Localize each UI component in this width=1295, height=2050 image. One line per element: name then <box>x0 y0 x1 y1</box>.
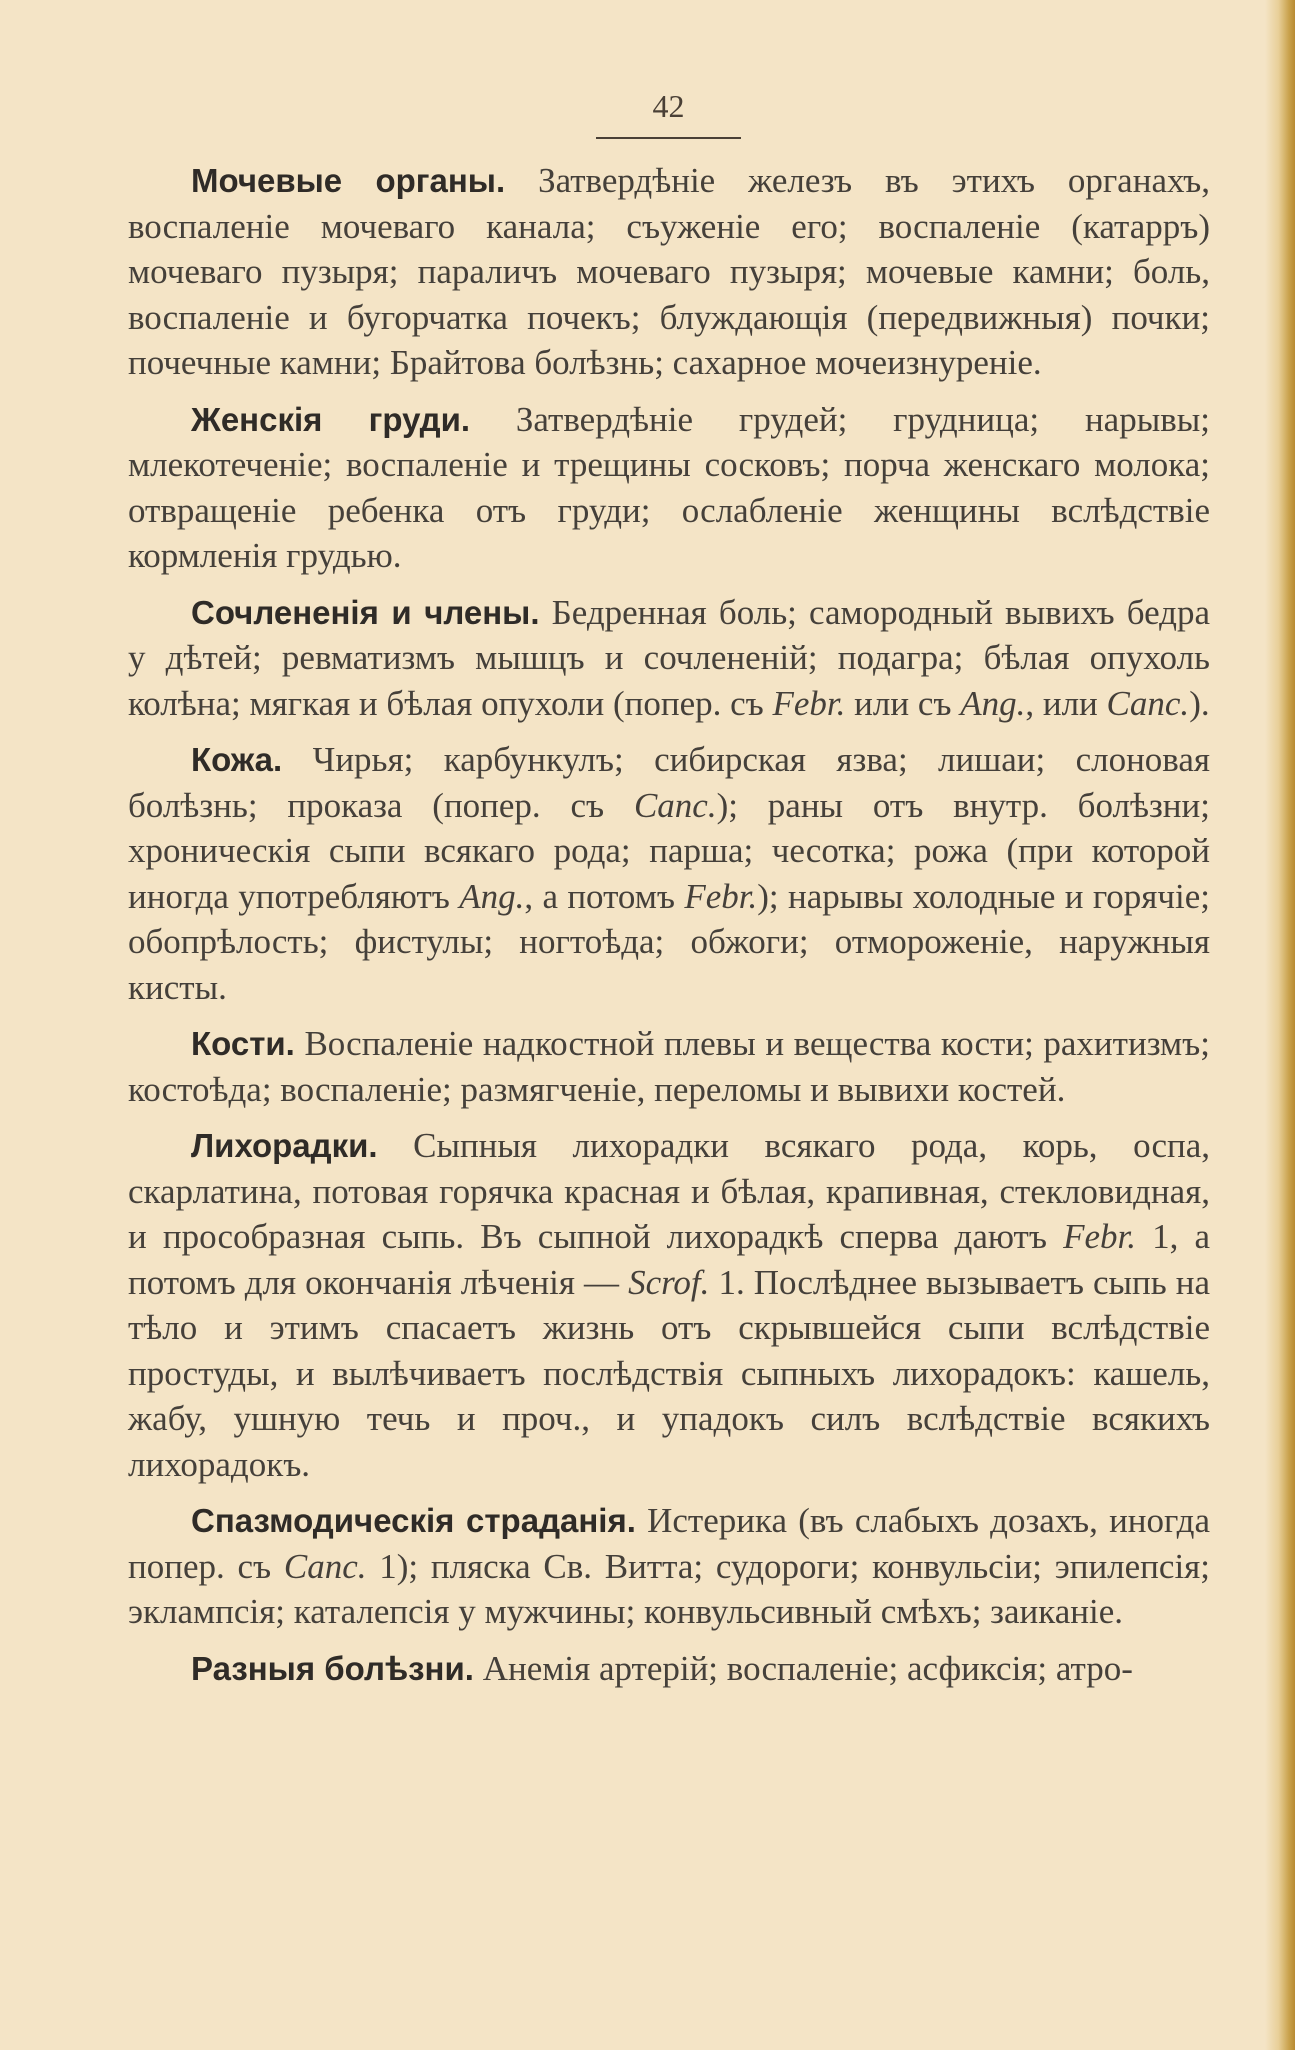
entry-text: 1. Послѣднее вызываетъ сыпь на тѣло и этимъ спасаетъ жизнь отъ скрывшейся сыпи вслѣдствіе простуды, и вылѣчиваетъ послѣдствія сыпныхъ лихорадокъ: кашель, жабу, ушную течь и проч., и упадокъ силъ вслѣдствіе всякихъ лихорадокъ. <box>128 1262 1211 1484</box>
entry-heading: Лихорадки. <box>191 1127 378 1164</box>
entry-text: Сыпныя лихорадки всякаго рода, корь, оспа, скарлатина, потовая горячка красная и бѣлая, крапивная, стекловидная, и прособразная сыпь. Въ сыпной лихорадкѣ сперва даютъ <box>128 1126 1210 1256</box>
entry-fevers <box>128 1123 1210 1487</box>
entry-text: Затвердѣніе железъ въ этихъ органахъ, воспаленіе мочеваго канала; съуженіе его; воспаленіе (катарръ) мочеваго пузыря; параличъ мочеваго пузыря; мочевые камни; боль, воспаленіе и бугорчатка почекъ; блуждающія (передвижныя) почки; почечные камни; Брайтова болѣзнь; сахарное мочеизнуреніе. <box>128 161 1211 382</box>
remedy-ref: Ang. <box>960 683 1026 723</box>
page-number: 42 <box>596 88 741 139</box>
entry-text: , а потомъ <box>524 876 676 916</box>
remedy-ref: Scrof. <box>628 1262 710 1302</box>
remedy-ref: Febr. <box>772 683 846 723</box>
entry-text: ). <box>1189 683 1210 723</box>
entry-joints-limbs <box>128 590 1210 727</box>
page-edge <box>1265 0 1295 2050</box>
remedy-ref: Febr. <box>1063 1217 1136 1256</box>
remedy-ref: Canc. <box>283 1546 367 1586</box>
entry-text: или съ <box>854 683 952 723</box>
entry-text: Бедренная боль; самородный вывихъ бедра у дѣтей; ревматизмъ мышцъ и сочлененій; подагра; бѣлая опухоль колѣна; мягкая и бѣлая опухоли (попер. съ <box>128 592 1211 723</box>
entry-text: Воспаленіе надкостной плевы и вещества кости; рахитизмъ; костоѣда; воспаленіе; размягченіе, переломы и вывихи костей. <box>128 1024 1210 1109</box>
entry-text: Анемія артерій; воспаленіе; асфиксія; атро- <box>482 1648 1133 1688</box>
entry-heading: Сочлененія и члены. <box>191 593 540 631</box>
remedy-ref: Ang. <box>459 876 525 916</box>
entry-various-diseases <box>128 1646 1210 1692</box>
entry-text: , или <box>1025 683 1098 723</box>
entry-text: ); нарывы холодные и горячіе; обопрѣлость; фистулы; ногтоѣда; обжоги; отмороженіе, наружныя кисты. <box>128 876 1210 1007</box>
entry-text: ); раны отъ внутр. болѣзни; хроническія сыпи всякаго рода; парша; чесотка; рожа (при которой иногда употребляютъ <box>128 785 1210 916</box>
entry-urinary-organs <box>128 158 1210 386</box>
entry-heading: Кости. <box>191 1025 295 1062</box>
entry-heading: Разныя болѣзни. <box>191 1649 474 1687</box>
entry-skin <box>128 737 1210 1010</box>
entry-heading: Женскія груди. <box>191 400 471 438</box>
entry-heading: Кожа. <box>191 741 283 778</box>
entry-heading: Спазмодическія страданія. <box>191 1502 636 1539</box>
remedy-ref: Canc. <box>633 785 717 825</box>
entry-text: 1); пляска Св. Витта; судороги; конвульсіи; эпилепсія; эклампсія; каталепсія у мужчины; конвульсивный смѣхъ; заиканіе. <box>128 1546 1210 1631</box>
entry-text: Чирья; карбункулъ; сибирская язва; лишаи; слоновая болѣзнь; проказа (попер. съ <box>128 740 1210 825</box>
entry-female-breasts <box>128 397 1210 579</box>
entry-heading: Мочевые органы. <box>191 162 506 199</box>
entry-bones <box>128 1021 1210 1112</box>
entry-text: 1, а потомъ для окончанія лѣченія — <box>128 1217 1210 1302</box>
remedy-ref: Febr. <box>684 876 758 916</box>
remedy-ref: Canc. <box>1106 683 1190 723</box>
entry-text: Затвердѣніе грудей; грудница; нарывы; млекотеченіе; воспаленіе и трещины сосковъ; порча женскаго молока; отвращеніе ребенка отъ груди; ослабленіе женщины вслѣдствіе кормленія грудью. <box>128 399 1210 575</box>
entry-text: Истерика (въ слабыхъ дозахъ, иногда попер. съ <box>128 1501 1210 1586</box>
page-body <box>128 158 1210 1702</box>
entry-spasmodic-ailments <box>128 1498 1210 1635</box>
